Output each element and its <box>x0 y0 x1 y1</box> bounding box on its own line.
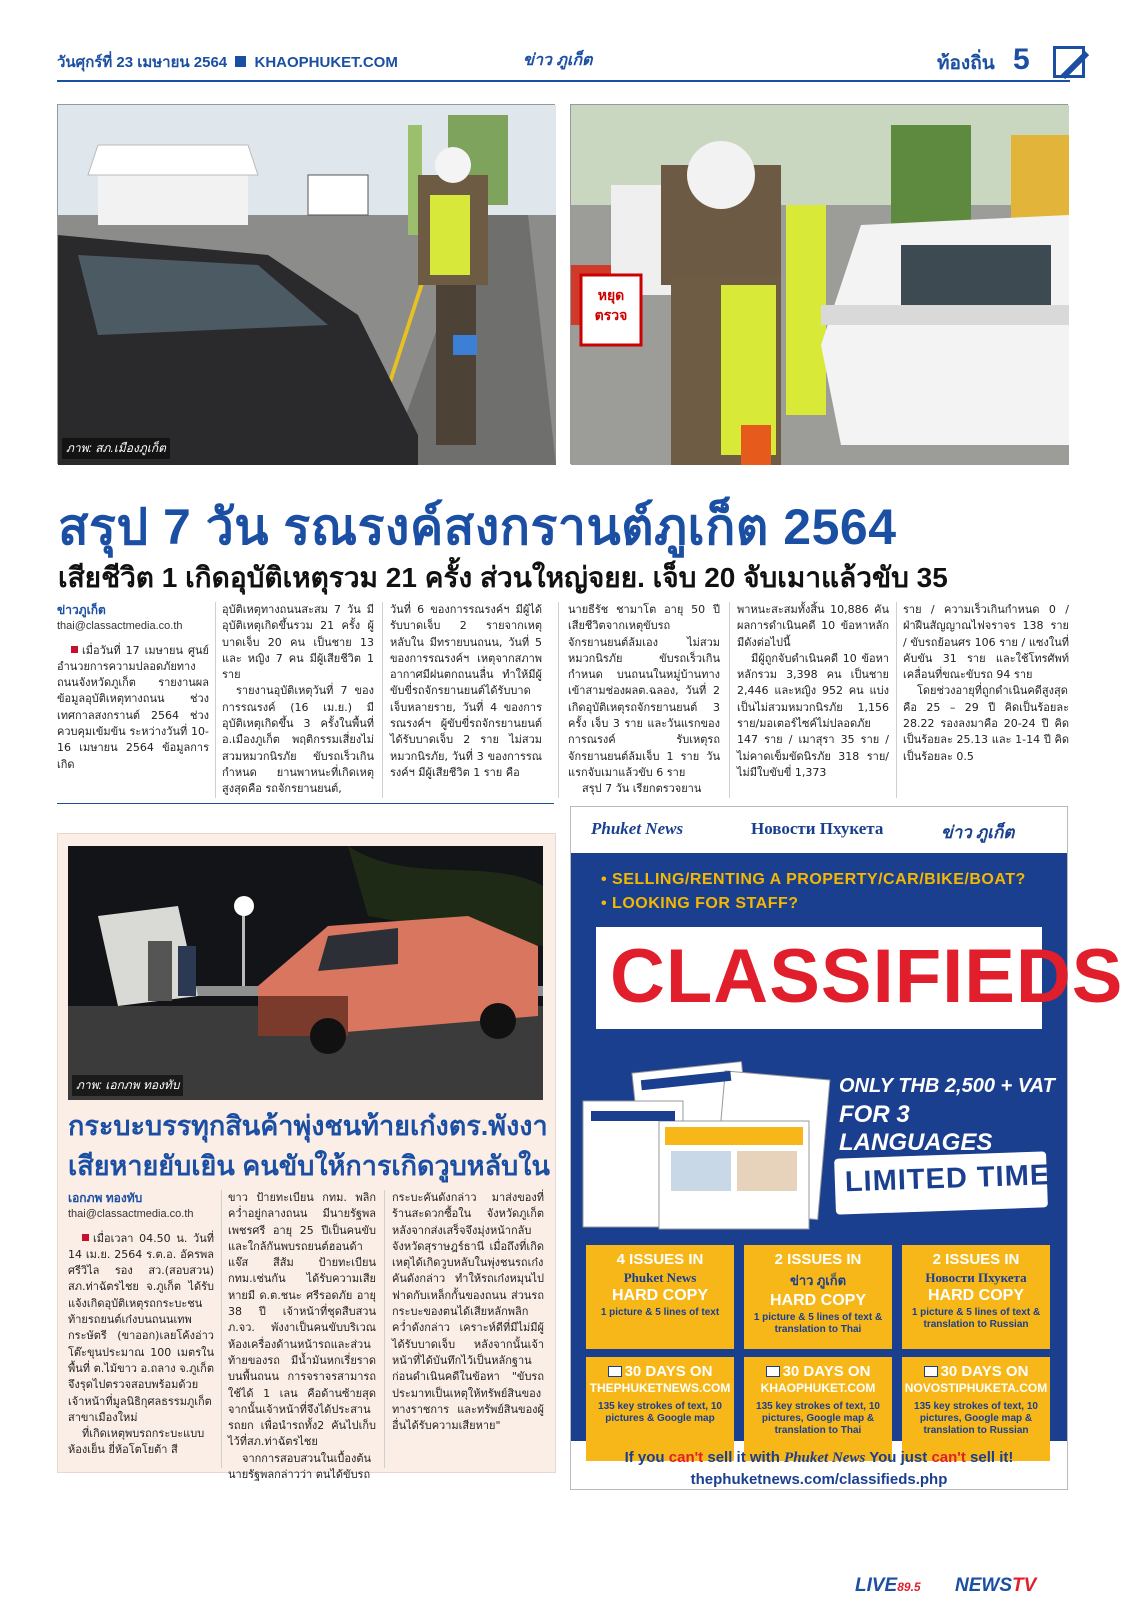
photo-caption: ภาพ: สภ.เมืองภูเก็ต <box>62 438 170 459</box>
ad-line-property: • SELLING/RENTING A PROPERTY/CAR/BIKE/BOAT? <box>601 871 1026 888</box>
header-rule <box>57 80 1070 82</box>
live-radio-logo <box>855 1575 921 1597</box>
column-separator <box>384 1190 385 1468</box>
ad-line-staff: • LOOKING FOR STAFF? <box>601 895 799 912</box>
police-checkpoint-photo <box>57 104 555 464</box>
option-subtitle: THEPHUKETNEWS.COM <box>589 1381 731 1395</box>
traffic-stop-illustration <box>571 105 1069 465</box>
option-description: 135 key strokes of text, 10 pictures & Google map <box>598 1401 722 1424</box>
red-bullet-icon <box>71 646 78 653</box>
option-subtitle: HARD COPY <box>611 1287 708 1304</box>
checkpoint-scene-illustration <box>58 105 556 465</box>
option-logo: ข่าว ภูเก็ต <box>789 1273 847 1288</box>
option-title-text: 30 DAYS ON <box>782 1363 871 1380</box>
article1-col3 <box>390 602 542 802</box>
newspaper-stack-illustration <box>579 1061 829 1231</box>
accident-photo <box>68 846 543 1100</box>
article1-text-col2b: รายงานอุบัติเหตุวันที่ 7 ของการรณรงค์ (16 เม.ย.) มีอุบัติเหตุเกิดขึ้น 3 ครั้งในพื้นที่อ.เมืองภูเก็ต พฤติกรรมเสี่ยงไม่สวมหมวกนิรภัย ขับรถเร็วเกินกำหนด ยานพาหนะที่เกิดเหตุสูงสุดคือ รถจักรยานยนต์, <box>222 684 374 796</box>
article2-headline-line1: กระบะบรรทุกสินค้าพุ่งชนท้ายเก๋งตร.พังงา <box>68 1111 548 1141</box>
news-logo-text: NEWS <box>955 1575 1012 1596</box>
article2-col3 <box>392 1190 544 1470</box>
header-logo: ข่าว ภูเก็ต <box>523 52 593 69</box>
article2-headline-line2: เสียหายยับเยิน คนขับให้การเกิดวูบหลับใน <box>68 1151 550 1181</box>
option-subtitle: HARD COPY <box>927 1287 1024 1304</box>
khao-phuket-logo: ข่าว ภูเก็ต <box>941 823 1015 842</box>
accident-scene-illustration <box>68 846 543 1100</box>
option-card[interactable] <box>744 1245 892 1349</box>
article1-text-col5a: พาหนะสะสมทั้งสิ้น 10,886 คัน ผลการดำเนินคดี 10 ข้อหาหลัก มีดังต่อไปนี้ <box>737 603 889 649</box>
ad-price-line2: FOR 3 LANGUAGES <box>839 1101 993 1156</box>
byline-email[interactable]: thai@classactmedia.co.th <box>57 620 183 633</box>
option-logo: Phuket News <box>623 1270 697 1285</box>
tagline-part: can't <box>931 1449 966 1466</box>
article1-text-col2a: อุบัติเหตุทางถนนสะสม 7 วัน มีอุบัติเหตุเกิดขึ้นรวม 21 ครั้ง ผู้บาดเจ็บ 20 คน เป็นชาย 13 และ หญิง 7 คน มีผู้เสียชีวิต 1 ราย <box>222 603 374 682</box>
option-logo: Новости Пхукета <box>925 1270 1027 1285</box>
option-card[interactable] <box>902 1357 1050 1461</box>
option-subtitle: NOVOSTIPHUKETA.COM <box>904 1381 1048 1395</box>
tagline-part: sell it with <box>707 1449 780 1466</box>
tagline-part: You just <box>869 1449 928 1466</box>
byline-name: เอกภพ ทองทับ <box>68 1191 143 1205</box>
option-card[interactable] <box>902 1245 1050 1349</box>
limited-time-text: LIMITED TIME <box>844 1159 1051 1199</box>
article2-text-col2b: จากการสอบสวนในเบื้องต้นนายรัฐพลกล่าวว่า ตนได้ขับรถ <box>228 1451 372 1482</box>
option-description: 135 key strokes of text, 10 pictures, Google map & translation to Russian <box>914 1401 1038 1436</box>
news-tv-logo <box>955 1575 1036 1597</box>
option-card[interactable] <box>586 1245 734 1349</box>
novosti-logo: Новости Пхукета <box>751 819 884 838</box>
column-separator <box>558 602 559 798</box>
article2-headline <box>68 1106 550 1186</box>
corner-arrow-icon <box>1053 46 1085 78</box>
option-title: 2 ISSUES IN <box>774 1251 862 1268</box>
option-title-text: 30 DAYS ON <box>940 1363 1029 1380</box>
article2-col2 <box>228 1190 376 1482</box>
option-subtitle: KHAOPHUKET.COM <box>760 1381 876 1395</box>
option-title-text: 30 DAYS ON <box>624 1363 713 1380</box>
header-date: วันศุกร์ที่ 23 เมษายน 2564 <box>57 54 228 71</box>
byline-name: ข่าวภูเก็ต <box>57 603 106 617</box>
traffic-stop-photo <box>570 104 1068 464</box>
tagline-part: can't <box>668 1449 704 1466</box>
live-logo-text: LIVE <box>855 1575 898 1596</box>
article1-text-col4a: นายธีรัช ชามาโต อายุ 50 ปี เสียชีวิตจากเหตุขับรถจักรยานยนต์ล้มเอง ไม่สวมหมวกนิรภัย ขับรถเร็วเกินกำหนด บนถนนในหมู่บ้านทางเข้าสามช่องผลต.ฉลอง, วันที่ 2 เกิดอุบัติเหตุรถจักรยานยนต์ 3 ครั้ง เจ็บ 3 ราย และวันแรกของการณรงค์ รับเหตุรถจักรยานยนต์ล้มเจ็บ 1 ราย วันแรกจับเมาแล้วขับ 6 ราย <box>568 603 720 779</box>
ad-body <box>571 853 1124 1441</box>
classifieds-banner <box>596 927 1124 1029</box>
article2-text-col1b: ที่เกิดเหตุพบรถกระบะแบบห้องเย็น ยี่ห้อโตโยต้า สี <box>68 1427 205 1457</box>
ad-tagline <box>571 1449 1067 1467</box>
option-title <box>902 1363 1050 1380</box>
ad-price-line1: ONLY THB 2,500 + VAT <box>839 1075 1055 1097</box>
article1-col2 <box>222 602 374 802</box>
tv-logo-text: TV <box>1012 1575 1037 1596</box>
option-title <box>586 1363 734 1380</box>
option-card[interactable] <box>744 1357 892 1461</box>
column-separator <box>729 602 730 798</box>
header-date-site <box>57 50 398 74</box>
phuket-news-logo: Phuket News <box>591 819 684 838</box>
classifieds-title: CLASSIFIEDS <box>610 934 1124 1019</box>
option-card[interactable] <box>586 1357 734 1461</box>
live-logo-freq: 89.5 <box>897 1580 921 1594</box>
article1-text-col6b: โดยช่วงอายุที่ถูกดำเนินคดีสูงสุดคือ 25 – 29 ปี คิดเป็นร้อยละ 28.22 รองลงมาคือ 20-24 ปี คิดเป็นร้อยละ 25.13 และ 1-14 ปี คิดเป็นร้อยละ 0.5 <box>903 684 1069 763</box>
option-title: 4 ISSUES IN <box>616 1251 704 1268</box>
option-description: 1 picture & 5 lines of text & translation to Thai <box>753 1312 883 1335</box>
footer-logos <box>855 1575 1075 1597</box>
photo-caption: ภาพ: เอกภพ ทองทับ <box>72 1075 183 1096</box>
option-description: 135 key strokes of text, 10 pictures, Google map & translation to Thai <box>756 1401 880 1436</box>
article1-text-col1: เมื่อวันที่ 17 เมษายน ศูนย์อำนวยการความปลอดภัยทางถนนจังหวัดภูเก็ต รายงานผลข้อมูลอุบัติเหตุทางถนน ช่วงเทศกาลสงกรานต์ 2564 ช่วงควบคุมเข้มข้น ระหว่างวันที่ 10-16 เมษายน 2564 ข้อมูลการเกิด <box>57 643 209 771</box>
article1-col5 <box>737 602 889 802</box>
column-separator <box>215 602 216 798</box>
option-description: 1 picture & 5 lines of text <box>600 1307 720 1318</box>
computer-icon <box>766 1366 780 1377</box>
page-number: 5 <box>1013 43 1030 76</box>
article2-text-col2a: ขาว ป้ายทะเบียน กทม. พลิกคว่ำอยู่กลางถนน มีนายรัฐพล เพชรศรี อายุ 25 ปีเป็นคนขับ และใกล้กันพบรถยนต์ฮอนด้าแจ๊ส สีส้ม ป้ายทะเบียน กทม.เช่นกัน ได้รับความเสียหายมี ด.ต.ชนะ ศรีรอดภัย อายุ 38 ปี เจ้าหน้าที่ชุดสืบสวน ภ.จว. พังงาเป็นคนขับบริเวณห้องเครื่องด้านหน้ารถและส่วนท้ายของรถ มีน้ำมันหกเรี่ยราดบนพื้นถนน การจราจรสามารถใช้ได้ 1 เลน คือด้านซ้ายสุด จากนั้นเจ้าหน้าที่จึงได้ประสานรถยก เพื่อนำรถทั้ง2 คันไปเก็บไว้ที่สภ.ท่าฉัตรไชย <box>228 1191 376 1449</box>
square-bullet-icon <box>235 56 246 67</box>
option-description: 1 picture & 5 lines of text & translation to Russian <box>911 1307 1041 1330</box>
tagline-logo: Phuket News <box>784 1450 866 1466</box>
red-bullet-icon <box>82 1234 89 1241</box>
classifieds-ad[interactable] <box>570 806 1124 1490</box>
computer-icon <box>608 1366 622 1377</box>
column-separator <box>382 602 383 798</box>
article1-text-col4b: สรุป 7 วัน เรียกตรวจยาน <box>582 782 702 796</box>
stop-sign-top: หยุด <box>597 287 625 303</box>
article1-text-col5b: มีผู้ถูกจับดำเนินคดี 10 ข้อหาหลักรวม 3,398 คน เป็นชาย 2,446 และหญิง 952 คน แบ่งเป็นไม่สวมหมวกนิรภัย 1,156 ราย/มอเตอร์ไซค์ไม่ปลอดภัย 147 ราย / เมาสุรา 35 ราย / ไม่คาดเข็มขัดนิรภัย 318 ราย/ ไม่มีใบขับขี่ 1,373 <box>737 651 889 779</box>
header-site[interactable]: KHAOPHUKET.COM <box>254 54 398 71</box>
article2-text-col1a: เมื่อเวลา 04.50 น. วันที่ 14 เม.ย. 2564 ร.ต.อ. อัครพล ศรีวิไล รอง สว.(สอบสวน) สภ.ท่าฉัตรไชย จ.ภูเก็ต ได้รับแจ้งเกิดอุบัติเหตุรถกระบะชนท้ายรถยนต์เก๋งบนถนนเทพกระษัตรี (ขาออก)เลยโค้งอ่าวโต๊ะขุนประมาณ 100 เมตรในพื้นที่ ต.ไม้ขาว อ.ถลาง จ.ภูเก็ต จึงรุดไปตรวจสอบพร้อมด้วยเจ้าหน้าที่มูลนิธิกุศลธรรมภูเก็ต สาขาเมืองใหม่ <box>68 1231 214 1424</box>
option-title: 2 ISSUES IN <box>932 1251 1020 1268</box>
option-title <box>744 1363 892 1380</box>
article1-text-col3: วันที่ 6 ของการรณรงค์ฯ มีผู้ได้รับบาดเจ็บ 2 รายจากเหตุหลับใน มีทรายบนถนน, วันที่ 5 ของการรณรงค์ฯ เหตุจากสภาพอากาศมีฝนตกถนนลื่น ทำให้มีผู้ขับขี่รถจักรยานยนต์ได้รับบาดเจ็บหลายราย, วันที่ 4 ของการรณรงค์ฯ ผู้ขับขี่รถจักรยานยนต์ได้รับบาดเจ็บ 2 ราย ไม่สวมหมวกนิรภัย, วันที่ 3 ของการรณรงค์ฯ มีผู้เสียชีวิต 1 ราย คือ <box>390 603 542 779</box>
article1-text-col6a: ราย / ความเร็วเกินกำหนด 0 / ฝ่าฝืนสัญญาณไฟจราจร 138 ราย / ขับรถย้อนศร 106 ราย / แซงในที่คับขัน 31 ราย และใช้โทรศัพท์เคลื่อนที่ขณะขับรถ 94 ราย <box>903 603 1069 682</box>
byline-email[interactable]: thai@classactmedia.co.th <box>68 1208 194 1221</box>
article2-text-col3: กระบะคันดังกล่าว มาส่งของที่ร้านสะดวกซื้อใน จังหวัดภูเก็ต หลังจากส่งเสร็จจึงมุ่งหน้ากลับจังหวัดสุราษฎร์ธานี เมื่อถึงที่เกิดเหตุได้เกิดวูบหลับในพุ่งชนรถเก๋งคันดังกล่าว ทำให้รถเก๋งหมุนไปฟาดกับเหล็กกั้นของถนน ส่วนรถกระบะของตนได้เสียหลักพลิกคว่ำดังกล่าว เคราะห์ดีที่มีไม่มีผู้ได้รับบาดเจ็บ หลังจากนั้นเจ้าหน้าที่ได้บันทึกไว้เป็นหลักฐาน ก่อนดำเนินคดีในข้อหา "ขับรถประมาทเป็นเหตุให้ทรัพย์สินของทางราชการ และทรัพย์สินของผู้อื่นได้รับความเสียหาย" <box>392 1191 544 1433</box>
section-title: ท้องถิ่น <box>937 53 995 74</box>
main-subheadline: เสียชีวิต 1 เกิดอุบัติเหตุรวม 21 ครั้ง ส่วนใหญ่จยย. เจ็บ 20 จับเมาแล้วขับ 35 <box>58 562 948 593</box>
ad-url[interactable]: thephuketnews.com/classifieds.php <box>690 1471 948 1488</box>
section-divider <box>57 803 554 804</box>
limited-time-badge <box>834 1151 1051 1214</box>
option-subtitle: HARD COPY <box>769 1292 866 1309</box>
article2-col1 <box>68 1190 214 1470</box>
tagline-part: If you <box>624 1449 665 1466</box>
article1-col1 <box>57 602 209 802</box>
article1-col6 <box>903 602 1069 802</box>
column-separator <box>896 602 897 798</box>
stop-sign-bottom: ตรวจ <box>594 307 628 323</box>
tagline-part: sell it! <box>970 1449 1014 1466</box>
main-headline: สรุป 7 วัน รณรงค์สงกรานต์ภูเก็ต 2564 <box>58 499 897 555</box>
article1-col4 <box>568 602 720 802</box>
page-header <box>57 43 1093 76</box>
column-separator <box>221 1190 222 1468</box>
ad-logo-bar <box>571 807 1067 853</box>
computer-icon <box>924 1366 938 1377</box>
